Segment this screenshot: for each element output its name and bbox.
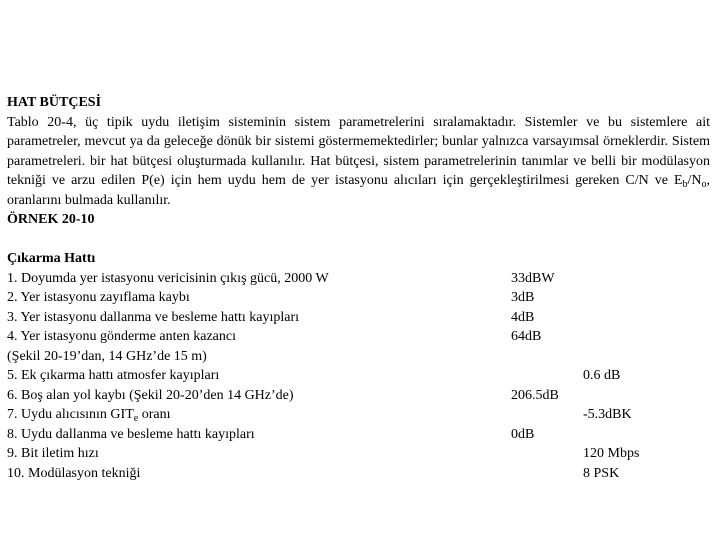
param-row: [7, 308, 710, 328]
param-value: 4dB: [511, 309, 535, 325]
param-row: [7, 288, 710, 308]
spacer: [7, 230, 710, 250]
param-row: [7, 405, 710, 425]
param-label-text: 7. Uydu alıcısının GIT: [7, 407, 134, 422]
param-value-right: 120 Mbps: [583, 446, 640, 461]
param-label: 4. Yer istasyonu gönderme anten kazancı: [7, 329, 236, 344]
subscript-e: e: [133, 413, 139, 424]
param-value: 33dBW: [511, 270, 555, 286]
param-row: [7, 464, 710, 484]
param-label: 10. Modülasyon tekniği: [7, 465, 141, 481]
subscript-o: o: [701, 179, 707, 190]
param-label: [7, 405, 170, 425]
param-label: 2. Yer istasyonu zayıflama kaybı: [7, 290, 190, 305]
paragraph-text-end: , oranlarını bulmada kullanılır.: [7, 173, 710, 208]
uplink-title: Çıkarma Hattı: [7, 251, 96, 266]
param-row: [7, 444, 710, 464]
param-label: 5. Ek çıkarma hattı atmosfer kayıpları: [7, 368, 220, 383]
param-row: [7, 386, 710, 406]
param-value-right: 8 PSK: [583, 465, 620, 481]
param-value-right: 0.6 dB: [583, 368, 621, 383]
intro-paragraph: [7, 113, 710, 211]
section-heading: HAT BÜTÇESİ: [7, 95, 102, 110]
param-label: 3. Yer istasyonu dallanma ve besleme hattı kayıpları: [7, 309, 299, 325]
param-row: [7, 425, 710, 445]
param-value: 0dB: [511, 426, 535, 442]
param-value: 64dB: [511, 329, 542, 344]
paragraph-text-mid: /N: [687, 173, 702, 188]
param-label-suffix: oranı: [138, 407, 171, 422]
param-label: 9. Bit iletim hızı: [7, 446, 99, 461]
param-row: [7, 347, 710, 367]
param-label: (Şekil 20-19’dan, 14 GHz’de 15 m): [7, 348, 207, 364]
param-label: 8. Uydu dallanma ve besleme hattı kayıpları: [7, 426, 255, 442]
param-value: 206.5dB: [511, 387, 559, 403]
paragraph-text: Tablo 20-4, üç tipik uydu iletişim sisteminin sistem parametrelerini sıralamaktadır. Sistemler ve bu sistemlere ait parametreler, mevcut ya da geleceğe dönük bir sistemi göstermemektedirler; bunlar yalnızca varsayımsal örneklerdir. Sistem parametreleri. bir hat bütçesi oluşturmada kullanılır. Hat bütçesi, sistem parametrelerinin tanımlar ve belli bir modülasyon tekniği ve arzu edilen P(e) için hem uydu hem de yer istasyonu alıcıları için gerçekleştirilmesi gereken C/N ve E: [7, 114, 710, 188]
document-page: [7, 93, 710, 483]
example-title: ÖRNEK 20-10: [7, 212, 95, 227]
param-label: 1. Doyumda yer istasyonu vericisinin çıkış gücü, 2000 W: [7, 270, 329, 286]
param-label: 6. Boş alan yol kaybı (Şekil 20-20’den 14 GHz’de): [7, 387, 294, 403]
param-row: [7, 366, 710, 386]
subscript-b: b: [682, 179, 688, 190]
param-row: [7, 269, 710, 289]
param-value-right: -5.3dBK: [583, 407, 632, 422]
param-value: 3dB: [511, 290, 535, 305]
param-row: [7, 327, 710, 347]
